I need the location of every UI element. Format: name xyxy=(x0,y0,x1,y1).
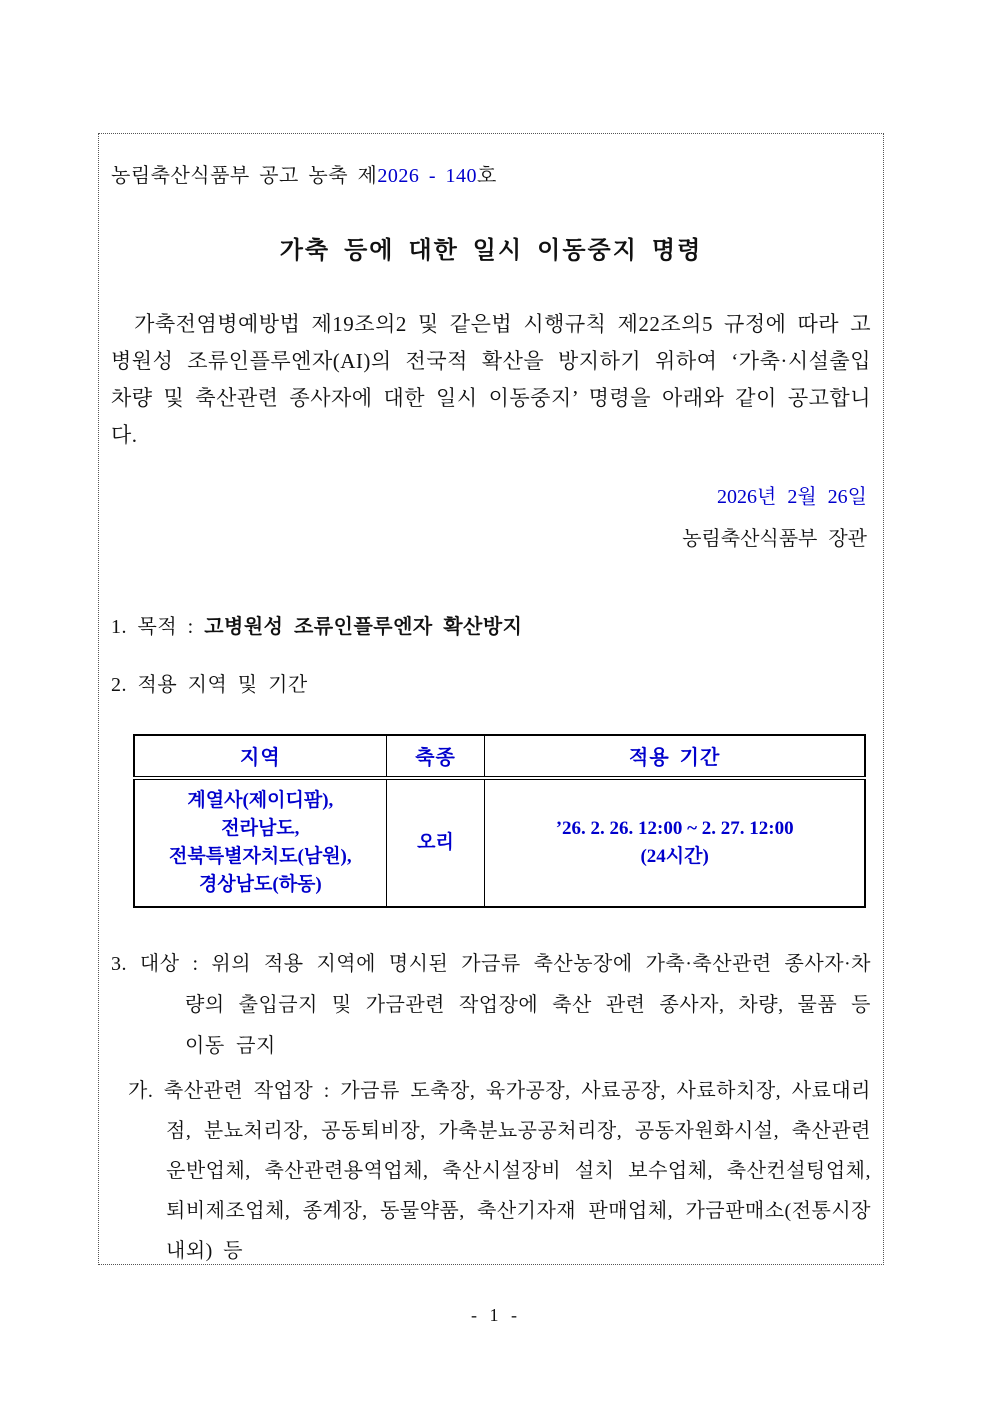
document-frame xyxy=(98,133,884,1265)
document-title: 가축 등에 대한 일시 이동중지 명령 xyxy=(279,238,703,264)
section-scope-label: 2. 적용 지역 및 기간 xyxy=(111,674,308,696)
region-line: 전북특별자치도(남원), xyxy=(169,846,352,867)
section-purpose xyxy=(111,612,871,642)
region-line: 전라남도, xyxy=(221,818,300,839)
notice-header-line xyxy=(111,162,871,190)
section-target xyxy=(111,944,871,1067)
notice-signer: 농림축산식품부 장관 xyxy=(682,528,867,550)
section-target-value: 위의 적용 지역에 명시된 가금류 축산농장에 가축·축산관련 종사자·차량의 출입금지 및 가금관련 작업장에 축산 관련 종사자, 차량, 물품 등 이동 금지 xyxy=(185,953,871,1057)
notice-date: 2026년 2월 26일 xyxy=(717,486,867,508)
species-value: 오리 xyxy=(417,832,454,853)
page-number: - 1 - xyxy=(471,1305,521,1325)
table-header-period: 적용 기간 xyxy=(485,735,865,778)
table-cell-species xyxy=(386,778,485,907)
section-workplaces-label: 가. 축산관련 작업장 : xyxy=(128,1080,341,1102)
table-header-region: 지역 xyxy=(134,735,386,778)
period-range: ’26. 2. 26. 12:00 ~ 2. 27. 12:00 xyxy=(555,818,794,839)
table-header-row xyxy=(134,735,865,778)
region-line: 계열사(제이디팜), xyxy=(187,790,334,811)
notice-header-prefix: 농림축산식품부 공고 농축 제 xyxy=(111,165,378,187)
table-row xyxy=(134,778,865,907)
section-purpose-label: 1. 목적 : xyxy=(111,616,205,638)
notice-number: 2026 - 140 xyxy=(377,165,478,187)
table-cell-region xyxy=(134,778,386,907)
application-table xyxy=(133,734,866,908)
notice-header-suffix: 호 xyxy=(477,165,497,187)
region-line: 경상남도(하동) xyxy=(198,874,322,895)
section-workplaces xyxy=(128,1071,871,1271)
table-header-species: 축종 xyxy=(386,735,485,778)
table-cell-period xyxy=(485,778,865,907)
section-purpose-value: 고병원성 조류인플루엔자 확산방지 xyxy=(204,616,523,638)
period-duration: (24시간) xyxy=(640,846,709,867)
section-workplaces-value: 가금류 도축장, 육가공장, 사료공장, 사료하치장, 사료대리점, 분뇨처리장, 공동퇴비장, 가축분뇨공공처리장, 공동자원화시설, 축산관련운반업체, 축산관련용역업체, 축산시설장비 설치 보수업체, 축산컨설팅업체, 퇴비제조업체, 종계장, 동물약품, 축산기자재 판매업체, 가금판매소(전통시장 내외) 등 xyxy=(166,1080,871,1262)
notice-body-paragraph: 가축전염병예방법 제19조의2 및 같은법 시행규칙 제22조의5 규정에 따라 고병원성 조류인플루엔자(AI)의 전국적 확산을 방지하기 위하여 ‘가축·시설출입차량 및 축산관련 종사자에 대한 일시 이동중지’ 명령을 아래와 같이 공고합니다. xyxy=(111,312,871,447)
section-target-label: 3. 대상 : xyxy=(111,953,212,975)
